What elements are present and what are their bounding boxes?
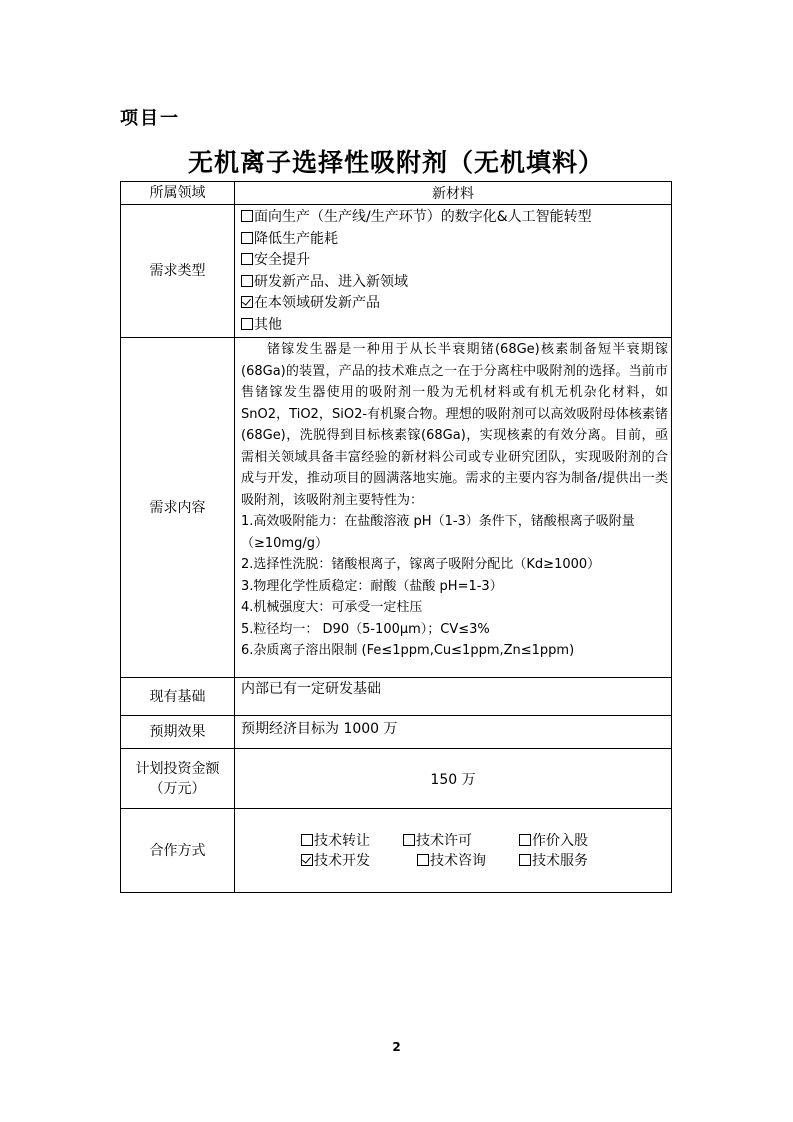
effect-value: 预期经济目标为 1000 万	[235, 716, 672, 749]
demand-item: 6.杂质离子溶出限制 (Fe≤1ppm,Cu≤1ppm,Zn≤1ppm)	[241, 643, 575, 658]
page-number: 2	[392, 1040, 401, 1054]
demand-content-paragraph: 锗镓发生器是一种用于从长半衰期锗(68Ge)核素制备短半衰期镓(68Ga)的装置，产品的技术难点之一在于分离柱中吸附剂的选择。当前市售锗镓发生器使用的吸附剂一般为无机材料或有机无机杂化材料，如SnO2，TiO2，SiO2-有机聚合物。理想的吸附剂可以高效吸附母体核素锗(68Ge)，洗脱得到目标核素镓(68Ga)，实现核素的有效分离。目前，亟需相关领域具备丰富经验的新材料公司或专业研究团队，实现吸附剂的合成与开发，推动项目的圆满落地实施。需求的主要内容为制备/提供出一类吸附剂，该吸附剂主要特性为：	[241, 342, 668, 508]
demand-item: 5.粒径均一： D90（5-100μm）；CV≤3%	[241, 621, 490, 637]
checkbox-icon[interactable]	[519, 834, 531, 846]
row-investment	[121, 749, 672, 809]
cooperation-option[interactable]: 技术转让	[301, 831, 403, 851]
investment-value: 150 万	[235, 749, 672, 809]
demand-type-option[interactable]: 安全提升	[241, 250, 668, 272]
demand-type-option[interactable]: 降低生产能耗	[241, 229, 668, 251]
demand-content-label: 需求内容	[121, 338, 235, 678]
cooperation-option[interactable]: 技术许可	[403, 831, 519, 851]
demand-content-body	[235, 338, 672, 678]
demand-type-label: 需求类型	[121, 205, 235, 338]
field-label: 所属领域	[121, 182, 235, 205]
demand-type-option[interactable]: 其他	[241, 315, 668, 337]
row-demand-content	[121, 338, 672, 678]
investment-label	[121, 749, 235, 809]
basis-value: 内部已有一定研发基础	[235, 678, 672, 716]
field-value: 新材料	[235, 182, 672, 205]
checkbox-icon[interactable]	[241, 232, 253, 244]
checkbox-icon[interactable]	[403, 834, 415, 846]
demand-item: 2.选择性洗脱：锗酸根离子，镓离子吸附分配比（Kd≥1000）	[241, 557, 601, 572]
demand-type-option[interactable]: 在本领域研发新产品	[241, 293, 668, 315]
cooperation-option[interactable]: 作价入股	[519, 831, 619, 851]
demand-type-option[interactable]: 研发新产品、进入新领域	[241, 272, 668, 294]
row-field	[121, 182, 672, 205]
cooperation-option[interactable]: 技术咨询	[403, 851, 519, 871]
project-label: 项目一	[120, 108, 180, 129]
cooperation-label: 合作方式	[121, 809, 235, 893]
row-cooperation	[121, 809, 672, 893]
document-title: 无机离子选择性吸附剂（无机填料）	[187, 148, 604, 177]
checked-checkbox-icon[interactable]	[241, 296, 253, 308]
cooperation-options	[235, 809, 672, 893]
demand-item: 4.机械强度大：可承受一定柱压	[241, 600, 423, 615]
investment-label-line2: （万元）	[149, 780, 206, 797]
checkbox-icon[interactable]	[417, 854, 429, 866]
demand-item: 1.高效吸附能力：在盐酸溶液 pH（1-3）条件下，锗酸根离子吸附量（≥10mg/g）	[241, 514, 635, 551]
checkbox-icon[interactable]	[301, 834, 313, 846]
checkbox-icon[interactable]	[241, 210, 253, 222]
demand-type-option[interactable]: 面向生产（生产线/生产环节）的数字化&人工智能转型	[241, 207, 668, 229]
row-basis	[121, 678, 672, 716]
row-effect	[121, 716, 672, 749]
effect-label: 预期效果	[121, 716, 235, 749]
row-demand-type	[121, 205, 672, 338]
checkbox-icon[interactable]	[241, 275, 253, 287]
demand-item: 3.物理化学性质稳定：耐酸（盐酸 pH=1-3）	[241, 578, 503, 594]
cooperation-option[interactable]: 技术开发	[301, 851, 403, 871]
demand-type-options	[235, 205, 672, 338]
checkbox-icon[interactable]	[519, 854, 531, 866]
checkbox-icon[interactable]	[241, 318, 253, 330]
checked-checkbox-icon[interactable]	[301, 854, 313, 866]
checkbox-icon[interactable]	[241, 253, 253, 265]
basis-label: 现有基础	[121, 678, 235, 716]
requirement-table	[120, 181, 672, 893]
cooperation-option[interactable]: 技术服务	[519, 851, 619, 871]
investment-label-line1: 计划投资金额	[135, 760, 220, 777]
